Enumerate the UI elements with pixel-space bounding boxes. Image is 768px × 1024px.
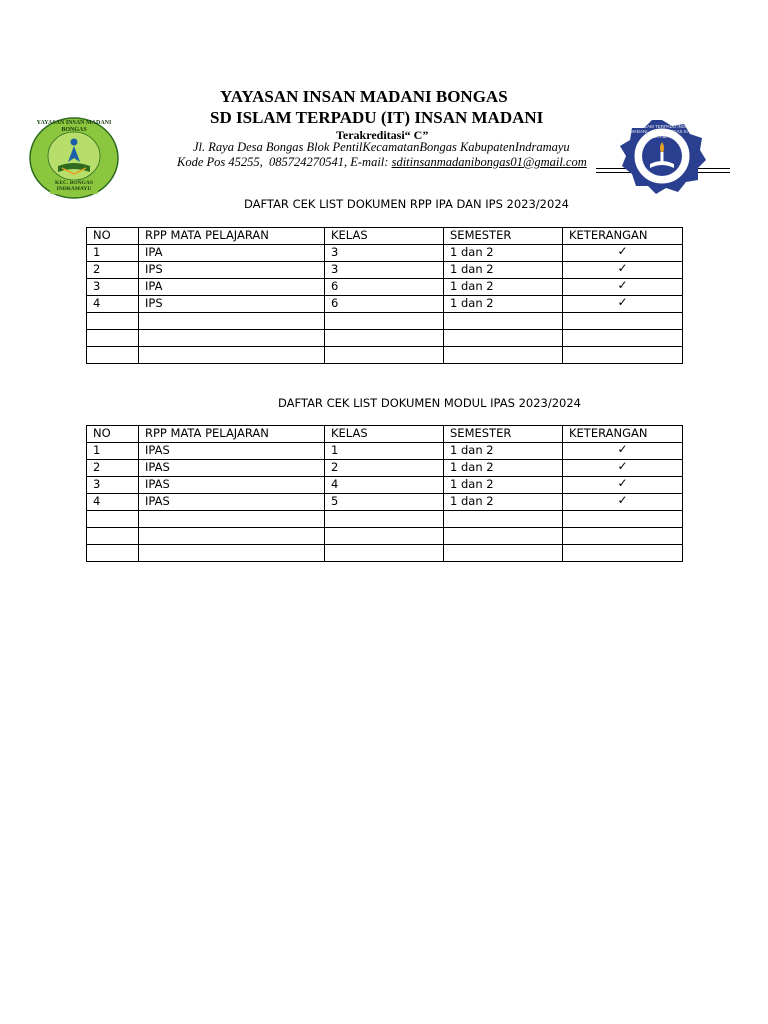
school-name: SD ISLAM TERPADU (IT) INSAN MADANI <box>210 108 544 127</box>
table-row <box>87 262 683 279</box>
cell-semester <box>444 528 563 545</box>
cell-semester: 1 dan 2 <box>444 279 563 296</box>
cell-no: 4 <box>87 494 139 511</box>
table-row <box>87 347 683 364</box>
cell-semester: 1 dan 2 <box>444 460 563 477</box>
table-row <box>87 330 683 347</box>
cell-subject: IPAS <box>139 494 325 511</box>
cell-semester: 1 dan 2 <box>444 296 563 313</box>
table-row <box>87 245 683 262</box>
logo-left-subtext: KEC. BONGAS INDRAMAYU <box>55 180 93 192</box>
cell-semester: 1 dan 2 <box>444 443 563 460</box>
cell-subject: IPA <box>139 279 325 296</box>
cell-no: 3 <box>87 477 139 494</box>
cell-class: 4 <box>325 477 444 494</box>
cell-subject: IPS <box>139 296 325 313</box>
cell-no <box>87 313 139 330</box>
cell-no: 1 <box>87 245 139 262</box>
cell-semester <box>444 313 563 330</box>
cell-no <box>87 347 139 364</box>
table-row <box>87 528 683 545</box>
column-header-subject: RPP MATA PELAJARAN <box>139 426 325 443</box>
checkmark-icon: ✓ <box>563 296 683 313</box>
cell-class <box>325 330 444 347</box>
cell-remarks <box>563 313 683 330</box>
cell-subject: IPA <box>139 245 325 262</box>
cell-semester: 1 dan 2 <box>444 245 563 262</box>
cell-remarks <box>563 528 683 545</box>
cell-no: 1 <box>87 443 139 460</box>
column-header-no: NO <box>87 426 139 443</box>
logo-right-text: SD ISLAM TERPADU INSAN MADANI · KEC. BONGAS KAB. INDRAMAYU <box>629 124 694 139</box>
cell-remarks <box>563 347 683 364</box>
cell-semester <box>444 545 563 562</box>
checkmark-icon: ✓ <box>563 477 683 494</box>
cell-class: 6 <box>325 296 444 313</box>
cell-class <box>325 528 444 545</box>
checkmark-icon: ✓ <box>563 460 683 477</box>
cell-subject <box>139 313 325 330</box>
checkmark-icon: ✓ <box>563 245 683 262</box>
cell-no <box>87 511 139 528</box>
org-name: YAYASAN INSAN MADANI BONGAS <box>220 87 508 106</box>
table-row <box>87 545 683 562</box>
cell-subject: IPAS <box>139 443 325 460</box>
cell-remarks <box>563 330 683 347</box>
table-row <box>87 279 683 296</box>
checklist-table-modul <box>86 425 683 562</box>
checkmark-icon: ✓ <box>563 279 683 296</box>
contact-line <box>177 155 587 170</box>
cell-subject <box>139 528 325 545</box>
section-title-modul: DAFTAR CEK LIST DOKUMEN MODUL IPAS 2023/2024 <box>278 396 581 410</box>
cell-subject <box>139 330 325 347</box>
table-row <box>87 511 683 528</box>
table-row <box>87 460 683 477</box>
column-header-semester: SEMESTER <box>444 426 563 443</box>
checkmark-icon: ✓ <box>563 443 683 460</box>
table-row <box>87 477 683 494</box>
cell-class: 6 <box>325 279 444 296</box>
cell-no: 2 <box>87 262 139 279</box>
table-header-row <box>87 426 683 443</box>
cell-semester <box>444 347 563 364</box>
address: Jl. Raya Desa Bongas Blok PentilKecamatanBongas KabupatenIndramayu <box>193 140 570 154</box>
checklist-table-rpp <box>86 227 683 364</box>
checkmark-icon: ✓ <box>563 262 683 279</box>
column-header-remarks: KETERANGAN <box>563 426 683 443</box>
table-row <box>87 443 683 460</box>
column-header-class: KELAS <box>325 426 444 443</box>
cell-no <box>87 528 139 545</box>
contact-prefix: Kode Pos 45255, 085724270541, E-mail: <box>177 155 392 169</box>
cell-class <box>325 347 444 364</box>
cell-no: 2 <box>87 460 139 477</box>
checkmark-icon: ✓ <box>563 494 683 511</box>
accreditation: Terakreditasi“ C” <box>336 128 429 142</box>
cell-remarks <box>563 545 683 562</box>
cell-no: 3 <box>87 279 139 296</box>
cell-class: 2 <box>325 460 444 477</box>
cell-class: 3 <box>325 262 444 279</box>
column-header-subject: RPP MATA PELAJARAN <box>139 228 325 245</box>
cell-semester: 1 dan 2 <box>444 262 563 279</box>
cell-subject <box>139 545 325 562</box>
cell-no: 4 <box>87 296 139 313</box>
cell-remarks <box>563 511 683 528</box>
cell-semester <box>444 330 563 347</box>
cell-no <box>87 545 139 562</box>
cell-semester <box>444 511 563 528</box>
column-header-class: KELAS <box>325 228 444 245</box>
column-header-no: NO <box>87 228 139 245</box>
section-title-rpp: DAFTAR CEK LIST DOKUMEN RPP IPA DAN IPS 2023/2024 <box>244 197 569 211</box>
cell-class: 5 <box>325 494 444 511</box>
cell-class <box>325 545 444 562</box>
email-link[interactable]: sditinsanmadanibongas01@gmail.com <box>391 155 587 169</box>
cell-class <box>325 511 444 528</box>
table-row <box>87 296 683 313</box>
cell-subject: IPAS <box>139 460 325 477</box>
cell-subject <box>139 511 325 528</box>
cell-class: 1 <box>325 443 444 460</box>
cell-subject: IPS <box>139 262 325 279</box>
logo-left-text: YAYASAN INSAN MADANI BONGAS <box>36 120 112 133</box>
cell-semester: 1 dan 2 <box>444 477 563 494</box>
letterhead <box>0 0 768 200</box>
table-row <box>87 494 683 511</box>
column-header-semester: SEMESTER <box>444 228 563 245</box>
cell-semester: 1 dan 2 <box>444 494 563 511</box>
cell-no <box>87 330 139 347</box>
table-row <box>87 313 683 330</box>
table-header-row <box>87 228 683 245</box>
cell-class <box>325 313 444 330</box>
cell-subject <box>139 347 325 364</box>
column-header-remarks: KETERANGAN <box>563 228 683 245</box>
cell-class: 3 <box>325 245 444 262</box>
cell-subject: IPAS <box>139 477 325 494</box>
